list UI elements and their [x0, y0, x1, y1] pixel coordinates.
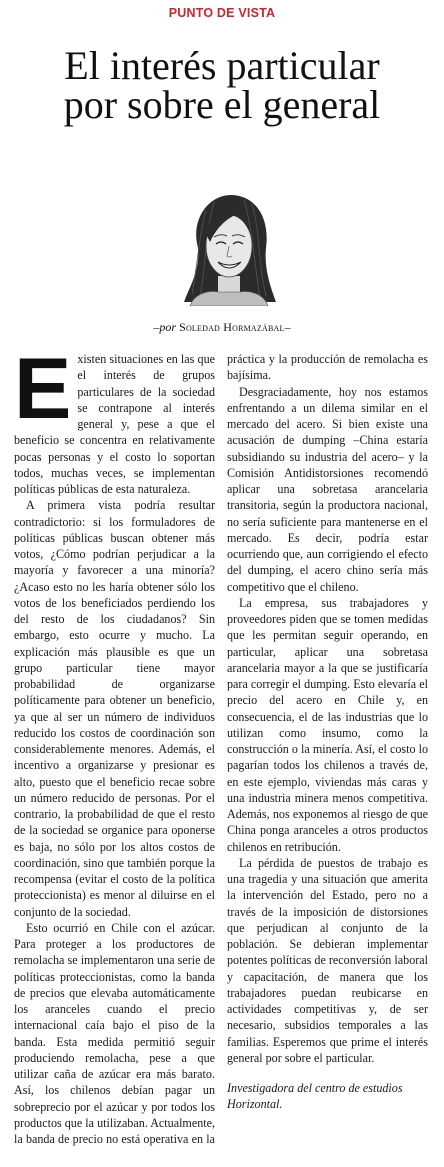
article-headline	[0, 43, 444, 127]
headline-line-2: por sobre el general	[63, 82, 381, 127]
byline	[0, 320, 444, 335]
author-signature: Investigadora del centro de estudios Horizontal.	[227, 1081, 403, 1112]
byline-prefix: –por	[153, 320, 177, 334]
article-paragraph-1	[14, 341, 215, 497]
article-paragraph-5: La empresa, sus trabajadores y proveedores piden que se tomen medidas que les permitan seguir operando, en particular, aplicar una sobretasa arancelaria mayor a la que se justificaría para corregir el dumping. Esto elevaría el precio del acero en Chile y, en consecuencia, el de las industrias que lo utilizan como insumo, como la construcción o la minería. Así, el costo lo pagarían todos los chilenos a través de, en este ejemplo, viviendas más caras y una industria minera menos competitiva. Además, nos exponemos al riesgo de que China ponga aranceles a otros productos chilenos en retribución.	[227, 595, 428, 854]
drop-cap: E	[14, 341, 72, 437]
paragraph-1-text: xisten situaciones en las que el interés de grupos particulares de la sociedad se contrapone al interés general y, pese a que el beneficio se concentra en relativamente pocas personas y el costo lo soportan todos, muchas veces, se implementan políticas públicas de esta naturaleza.	[14, 352, 215, 496]
headline-line-1: El interés particular	[64, 43, 380, 88]
author-name: Soledad Hormazábal	[179, 320, 285, 334]
article-paragraph-2: A primera vista podría resultar contradictorio: si los formuladores de políticas públicas buscan obtener más votos, ¿Cómo podrían perjudicar a la mayoría y favorecer a una minoría? ¿Acaso esto no les haría obtener sólo los votos de los beneficiados perdiendo los del resto de los ciudadanos? Sin embargo, esto ocurre y mucho. La explicación más plausible es que un grupo particular tiene mayor probabilidad de organizarse políticamente para obtener un beneficio, ya que al ser un número de individuos reducido los costos de coordinación son considerablemente menores. Además, el incentivo a organizarse y presionar es alto, puesto que el beneficio recae sobre un número reducido de personas. Por el contrario, la probabilidad de que el resto de la sociedad se organice para oponerse es baja, no sólo por los altos costos de coordinación, sino que también porque la recompensa (evitar el costo de la política proteccionista) es menor al diluirse en el conjunto de la sociedad.	[14, 498, 215, 919]
section-kicker: PUNTO DE VISTA	[168, 6, 276, 20]
byline-suffix: –	[284, 320, 291, 334]
author-portrait-illustration	[176, 190, 280, 306]
article-paragraph-6: La pérdida de puestos de trabajo es una tragedia y una situación que amerita la intervención del Estado, pero no a través de la imposición de distorsiones que perjudican al conjunto de la población. Se debieran implementar potentes políticas de reconversión laboral y capacitación, de manera que los trabajadores puedan reubicarse en actividades competitivas y, de ser necesario, subsidios temporales a las familias. Esperemos que prime el interés general por sobre el particular.	[227, 855, 428, 1065]
article-paragraph-3: Esto ocurrió en Chile con el azúcar. Para proteger a los productores de remolacha se implementaron una serie de políticas proteccionistas, como la banda de precios que elevaba automáticamente los aranceles cuando el precio internacional caía bajo el piso de la banda. Esta medida permitió seguir produciendo remolacha, pese a que utilizar caña de azúcar era más barato. Así, los chilenos debían pagar un sobreprecio por el azúcar y por todos los productos que la utilizaban. Actualmente, la banda de precio no está operativa en la práctica y la producción de remolacha es bajísima.	[14, 352, 428, 1146]
article-body	[14, 341, 428, 1151]
article-paragraph-4: Desgraciadamente, hoy nos estamos enfrentando a un dilema similar en el mercado del acero. Si bien existe una acusación de dumping –China estaría subsidiando su industria del acero– y la Comisión Antidistorsiones recomendó aplicar una sobretasa arancelaria transitoria, según la productora nacional, no sería suficiente para mantenerse en el mercado. Es decir, podría estar ocurriendo que, aun corrigiendo el efecto del dumping, el acero chino sería más competitivo que el chileno.	[227, 384, 428, 594]
